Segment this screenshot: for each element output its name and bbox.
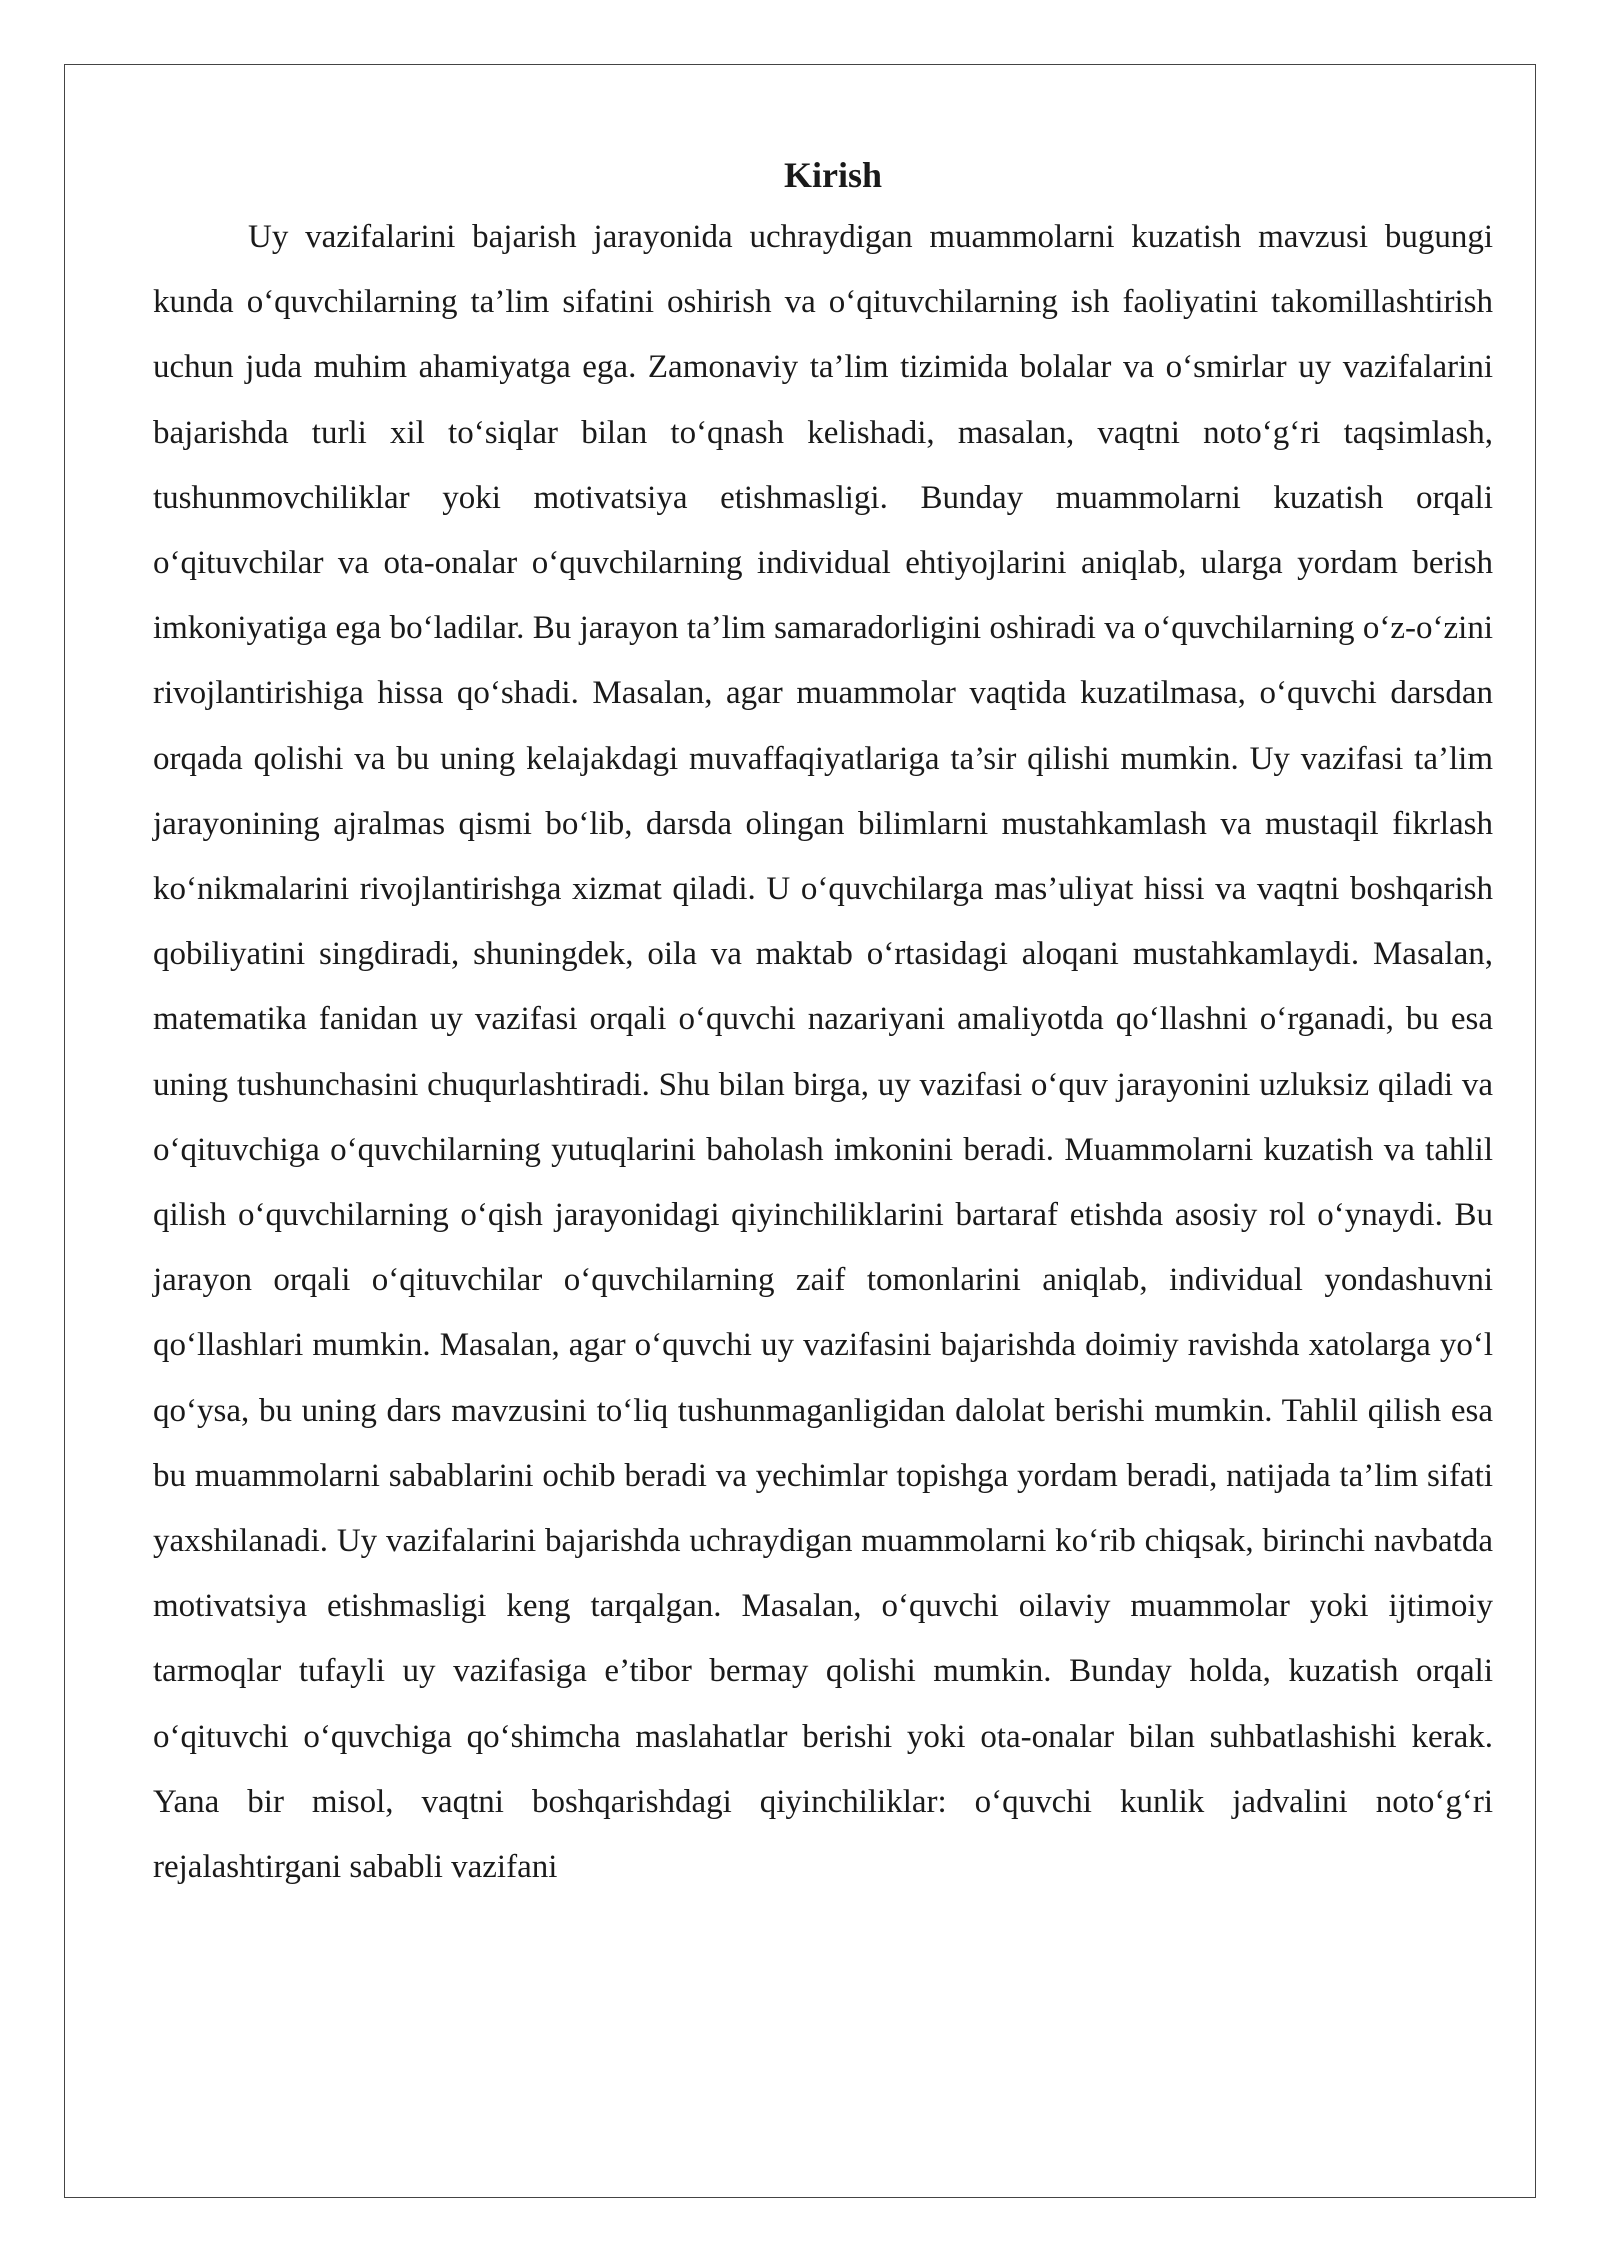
document-title: Kirish (783, 155, 882, 195)
body-paragraph: Uy vazifalarini bajarish jarayonida uchraydigan muammolarni kuzatish mavzusi bugungi kunda o‘quvchilarning ta’lim sifatini oshirish va o‘qituvchilarning ish faoliyatini takomillashtirish uchun juda muhim ahamiyatga ega. Zamonaviy ta’lim tizimida bolalar va o‘smirlar uy vazifalarini bajarishda turli xil to‘siqlar bilan to‘qnash kelishadi, masalan, vaqtni noto‘g‘ri taqsimlash, tushunmovchiliklar yoki motivatsiya etishmasligi. Bunday muammolarni kuzatish orqali o‘qituvchilar va ota-onalar o‘quvchilarning individual ehtiyojlarini aniqlab, ularga yordam berish imkoniyatiga ega bo‘ladilar. Bu jarayon ta’lim samaradorligini oshiradi va o‘quvchilarning o‘z-o‘zini rivojlantirishiga hissa qo‘shadi. Masalan, agar muammolar vaqtida kuzatilmasa, o‘quvchi darsdan orqada qolishi va bu uning kelajakdagi muvaffaqiyatlariga ta’sir qilishi mumkin. Uy vazifasi ta’lim jarayonining ajralmas qismi bo‘lib, darsda olingan bilimlarni mustahkamlash va mustaqil fikrlash ko‘nikmalarini rivojlantirishga xizmat qiladi. U o‘quvchilarga mas’uliyat hissi va vaqtni boshqarish qobiliyatini singdiradi, shuningdek, oila va maktab o‘rtasidagi aloqani mustahkamlaydi. Masalan, matematika fanidan uy vazifasi orqali o‘quvchi nazariyani amaliyotda qo‘llashni o‘rganadi, bu esa uning tushunchasini chuqurlashtiradi. Shu bilan birga, uy vazifasi o‘quv jarayonini uzluksiz qiladi va o‘qituvchiga o‘quvchilarning yutuqlarini baholash imkonini beradi. Muammolarni kuzatish va tahlil qilish o‘quvchilarning o‘qish jarayonidagi qiyinchiliklarini bartaraf etishda asosiy rol o‘ynaydi. Bu jarayon orqali o‘qituvchilar o‘quvchilarning zaif tomonlarini aniqlab, individual yondashuvni qo‘llashlari mumkin. Masalan, agar o‘quvchi uy vazifasini bajarishda doimiy ravishda xatolarga yo‘l qo‘ysa, bu uning dars mavzusini to‘liq tushunmaganligidan dalolat berishi mumkin. Tahlil qilish esa bu muammolarni sabablarini ochib beradi va yechimlar topishga yordam beradi, natijada ta’lim sifati yaxshilanadi. Uy vazifalarini bajarishda uchraydigan muammolarni ko‘rib chiqsak, birinchi navbatda motivatsiya etishmasligi keng tarqalgan. Masalan, o‘quvchi oilaviy muammolar yoki ijtimoiy tarmoqlar tufayli uy vazifasiga e’tibor bermay qolishi mumkin. Bunday holda, kuzatish orqali o‘qituvchi o‘quvchiga qo‘shimcha maslahatlar berishi yoki ota-onalar bilan suhbatlashishi kerak. Yana bir misol, vaqtni boshqarishdagi qiyinchiliklar: o‘quvchi kunlik jadvalini noto‘g‘ri rejalashtirgani sababli vazifani (153, 219, 1493, 1886)
document-body (153, 145, 1493, 1900)
